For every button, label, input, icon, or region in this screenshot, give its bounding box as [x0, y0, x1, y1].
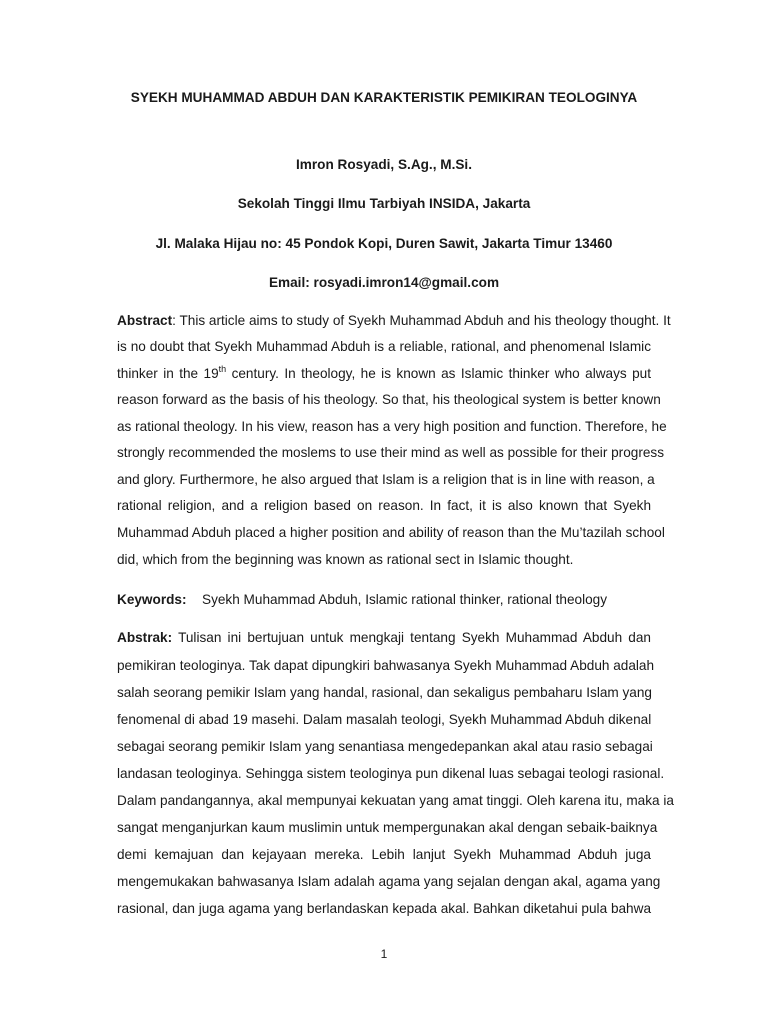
abstrak-line-10: mengemukakan bahwasanya Islam adalah agama yang sejalan dengan akal, agama yang — [117, 874, 661, 889]
page-number: 1 — [380, 947, 388, 961]
abstract-line-6: strongly recommended the moslems to use their mind as well as possible for their progress — [117, 445, 665, 460]
keywords-value: Syekh Muhammad Abduh, Islamic rational thinker, rational theology — [202, 592, 608, 607]
abstrak-label: Abstrak: — [117, 630, 173, 645]
abstract-line-7: and glory. Furthermore, he also argued that Islam is a religion that is in line with reason, a — [117, 472, 655, 487]
abstrak-line-9: demi kemajuan dan kejayaan mereka. Lebih lanjut Syekh Muhammad Abduh juga — [117, 847, 651, 862]
abstract-label: Abstract — [117, 313, 173, 328]
abstract-line-8: rational religion, and a religion based on reason. In fact, it is also known that Syekh — [117, 498, 651, 513]
abstrak-line-5: sebagai seorang pemikir Islam yang senantiasa mengedepankan akal atau rasio sebagai — [117, 739, 653, 754]
institution: Sekolah Tinggi Ilmu Tarbiyah INSIDA, Jakarta — [237, 196, 531, 211]
abstrak-line-1: Abstrak: Tulisan ini bertujuan untuk mengkaji tentang Syekh Muhammad Abduh dan — [117, 630, 651, 645]
abstract-line-4: reason forward as the basis of his theology. So that, his theological system is better known — [117, 392, 661, 407]
abstrak-line-4: fenomenal di abad 19 masehi. Dalam masalah teologi, Syekh Muhammad Abduh dikenal — [117, 712, 652, 727]
keywords-label: Keywords: — [117, 592, 187, 607]
email: Email: rosyadi.imron14@gmail.com — [268, 275, 500, 290]
abstrak-line-6: landasan teologinya. Sehingga sistem teologinya pun dikenal luas sebagai teologi rasional. — [117, 766, 665, 781]
abstract-line-9: Muhammad Abduh placed a higher position and ability of reason than the Mu’tazilah school — [117, 525, 665, 540]
abstract-line-3: thinker in the 19th century. In theology, he is known as Islamic thinker who always put — [117, 364, 651, 381]
address: Jl. Malaka Hijau no: 45 Pondok Kopi, Duren Sawit, Jakarta Timur 13460 — [155, 236, 613, 251]
abstrak-line-2: pemikiran teologinya. Tak dapat dipungkiri bahwasanya Syekh Muhammad Abduh adalah — [117, 658, 655, 673]
abstract-line-10: did, which from the beginning was known as rational sect in Islamic thought. — [117, 552, 574, 567]
keywords-line — [117, 592, 651, 608]
abstract-line-5: as rational theology. In his view, reason has a very high position and function. Therefore, he — [117, 419, 667, 434]
abstract-line-2: is no doubt that Syekh Muhammad Abduh is a reliable, rational, and phenomenal Islamic — [117, 339, 651, 354]
abstrak-line-3: salah seorang pemikir Islam yang handal, rasional, dan sekaligus pembaharu Islam yang — [117, 685, 652, 700]
abstract-line-1: Abstract: This article aims to study of Syekh Muhammad Abduh and his theology thought. It — [117, 313, 671, 328]
paper-title: SYEKH MUHAMMAD ABDUH DAN KARAKTERISTIK PEMIKIRAN TEOLOGINYA — [130, 90, 638, 105]
abstrak-line-7: Dalam pandangannya, akal mempunyai kekuatan yang amat tinggi. Oleh karena itu, maka ia — [117, 793, 674, 808]
author-name: Imron Rosyadi, S.Ag., M.Si. — [296, 157, 472, 172]
abstrak-line-8: sangat menganjurkan kaum muslimin untuk mempergunakan akal dengan sebaik-baiknya — [117, 820, 658, 835]
abstrak-line-11: rasional, dan juga agama yang berlandaskan kepada akal. Bahkan diketahui pula bahwa — [117, 901, 651, 916]
